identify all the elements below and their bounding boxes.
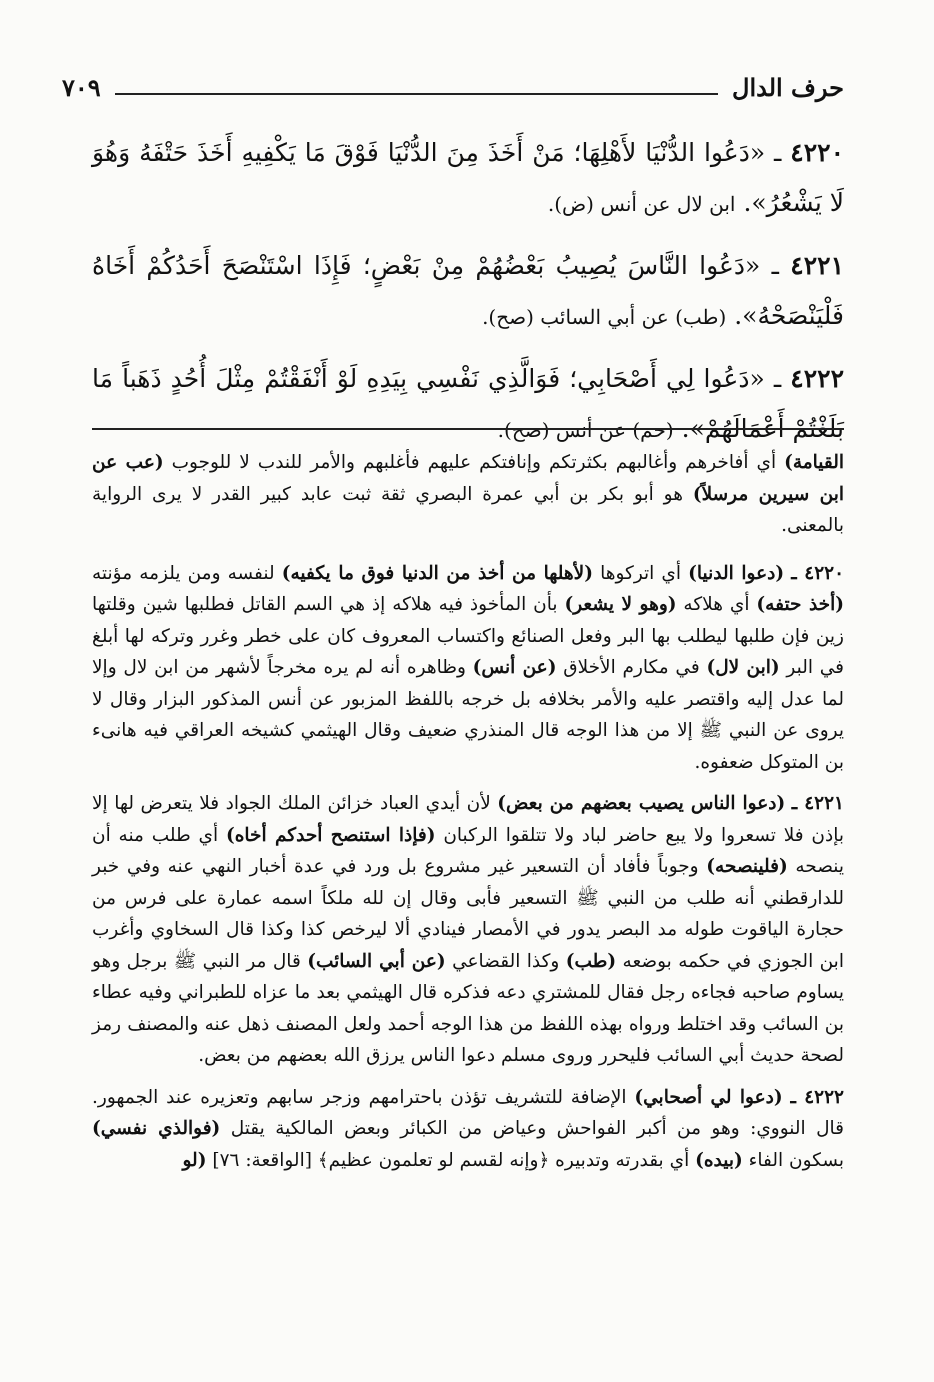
hadith-4222: ٤٢٢٢ ـ «دَعُوا لِي أَصْحَابِي؛ فَوَالَّذِي نَفْسِي بِيَدِهِ لَوْ أَنْفَقْتُمْ مِثْلَ أُحُدٍ ذَهَباً مَا بَلَغْتُمْ أَعْمَالَهُمْ». (حم) عن أنس (صح). xyxy=(92,364,845,443)
bold-phrase: (عن أنس) xyxy=(472,657,557,678)
bold-phrase: (فوالذي نفسي) xyxy=(92,1118,221,1139)
bold-phrase: (وهو لا يشعر) xyxy=(564,594,677,615)
bold-phrase: (لأهلها من أخذ من الدنيا فوق ما يكفيه) xyxy=(281,562,593,584)
commentary-text: وجوباً فأفاد أن التسعير غير مشروع بل ورد في عدة أخبار النهي عنه وفي خبر للدارقطني أنه طلب من النبي ﷺ التسعير فأبى وقال إن لله ملكاً اسمه عمارة على فرس من حجارة الياقوت طوله مد البصر يدور في الأمصار فينادي ألا ليرخص كذا وكذا قال السخاوي وأغرب ابن الجوزي في حكمه بوضعه xyxy=(92,856,844,972)
commentary-text: أي أفاخرهم وأغالبهم بكثرتكم وإنافتكم عليهم فأغلبهم والأمر للندب لا للوجوب xyxy=(163,452,785,473)
commentary-text: هو أبو بكر بن أبي عمرة البصري ثقة ثبت عابد كبير القدر لا يرى الرواية بالمعنى. xyxy=(92,483,844,536)
commentary-text: وظاهره أنه لم يره مخرجاً لأشهر من ابن لال وإلا لما عدل إليه واقتصر عليه والأمر بخلافه بل خرجه باللفظ المزبور عن أنس المذكور البزار وقال لا يروى عن النبي ﷺ إلا من هذا الوجه قال المنذري ضعيف وقال الهيثمي كشيخه العراقي فيه هانىء بن المتوكل ضعفوه. xyxy=(92,657,844,773)
hadith-source: (حم) عن أنس (صح). xyxy=(497,418,674,442)
hadith-source: ابن لال عن أنس (ض). xyxy=(547,192,736,216)
commentary-intro xyxy=(92,447,844,542)
bold-phrase: (دعوا لي أصحابي) xyxy=(634,1086,783,1108)
commentary-4221 xyxy=(92,788,844,1072)
commentary-4222 xyxy=(92,1082,844,1177)
commentary-text: أي بقدرته وتدبيره ﴿وإنه لقسم لو تعلمون عظيم﴾ [الواقعة: ٧٦] xyxy=(206,1149,696,1171)
hadith-4221: ٤٢٢١ ـ «دَعُوا النَّاسَ يُصِيبُ بَعْضُهُمْ مِنْ بَعْضٍ؛ فَإِذَا اسْتَنْصَحَ أَحَدُكُمْ أَخَاهُ فَلْيَنْصَحْهُ». (طب) عن أبي السائب (صح). xyxy=(92,251,844,330)
page-number: ٧٠٩ xyxy=(62,72,101,102)
header-rule xyxy=(115,79,718,95)
hadith-number: ٤٢٢٢ xyxy=(790,364,845,393)
hadith-number: ٤٢٢١ xyxy=(790,251,844,280)
commentary-text: أي هلاكه xyxy=(676,594,757,615)
bold-phrase: (لو xyxy=(182,1149,207,1171)
bold-phrase: (عب عن ابن سيرين مرسلاً) xyxy=(92,452,844,505)
commentary-text: أي اتركوها xyxy=(592,562,689,584)
bold-phrase: (طب) xyxy=(565,950,617,972)
bold-phrase: (أخذ حتفه) xyxy=(756,594,844,615)
commentary-number: ٤٢٢٢ ـ xyxy=(790,1086,844,1108)
bold-phrase: (فلينصحه) xyxy=(706,856,788,877)
hadith-text: «دَعُوا الدُّنْيَا لأَهْلِهَا؛ مَنْ أَخَذَ مِنَ الدُّنْيَا فَوْقَ مَا يَكْفِيهِ أَخَذَ حَتْفَهُ وَهُوَ لَا يَشْعُرُ». xyxy=(92,138,844,217)
hadith-source: (طب) عن أبي السائب (صح). xyxy=(482,305,727,329)
commentary-text: بأن المأخوذ فيه هلاكه إذ هي السم القاتل فطلبها شين وقلتها زين فإن طلبها ليطلب بها البر وفعل الصنائع واكتساب المعروف كان على خطر وغرر وتركه لها أبلغ في البر xyxy=(92,594,844,678)
hadith-list xyxy=(92,128,844,467)
hadith-text: «دَعُوا لِي أَصْحَابِي؛ فَوَالَّذِي نَفْسِي بِيَدِهِ لَوْ أَنْفَقْتُمْ مِثْلَ أُحُدٍ ذَهَباً مَا بَلَغْتُمْ أَعْمَالَهُمْ». xyxy=(92,364,844,443)
hadith-text: «دَعُوا النَّاسَ يُصِيبُ بَعْضُهُمْ مِنْ بَعْضٍ؛ فَإِذَا اسْتَنْصَحَ أَحَدُكُمْ أَخَاهُ فَلْيَنْصَحْهُ». xyxy=(92,251,844,330)
bold-phrase: القيامة) xyxy=(784,452,844,473)
commentary-text: لأن أيدي العباد خزائن الملك الجواد فلا يتعرض لها إلا بإذن فلا تسعروا ولا يبع حاضر لباد ولا تتلقوا الركبان xyxy=(92,793,844,846)
commentary-text: قال مر النبي ﷺ برجل وهو يساوم صاحبه فجاءه رجل فقال للمشتري دعه فذكره قال الهيثمي بعد ما عزاه للطبراني وفيه عطاء بن السائب وقد اختلط ورواه بهذه اللفظ من هذا الوجه أحمد ولعل المصنف ذهل عنه والمصنف رمز لصحة حديث أبي السائب فليحرر وروى مسلم دعوا الناس يرزق الله بعضهم من بعض. xyxy=(92,950,844,1066)
commentary-text: أي طلب منه أن ينصحه xyxy=(92,824,844,877)
commentary-text: وكذا القضاعي xyxy=(445,950,566,972)
hadith-number: ٤٢٢٠ xyxy=(790,138,844,167)
hadith-4220: ٤٢٢٠ ـ «دَعُوا الدُّنْيَا لأَهْلِهَا؛ مَنْ أَخَذَ مِنَ الدُّنْيَا فَوْقَ مَا يَكْفِيهِ أَخَذَ حَتْفَهُ وَهُوَ لَا يَشْعُرُ». ابن لال عن أنس (ض). xyxy=(92,138,844,217)
bold-phrase: (بيده) xyxy=(695,1149,743,1171)
commentary-text: لنفسه ومن يلزمه مؤنته xyxy=(92,562,282,584)
bold-phrase: (ابن لال) xyxy=(706,657,780,678)
commentary xyxy=(92,447,844,1186)
commentary-number: ٤٢٢٠ ـ xyxy=(791,562,845,584)
footnote-divider xyxy=(92,428,844,430)
bold-phrase: (عن أبي السائب) xyxy=(307,950,446,972)
chapter-title: حرف الدال xyxy=(732,72,844,102)
commentary-4220 xyxy=(92,558,844,779)
bold-phrase: (دعوا الناس يصيب بعضهم من بعض) xyxy=(497,793,786,814)
commentary-text: في مكارم الأخلاق xyxy=(556,657,707,678)
page-header xyxy=(62,70,844,104)
bold-phrase: (فإذا استنصح أحدكم أخاه) xyxy=(225,824,436,846)
commentary-number: ٤٢٢١ ـ xyxy=(791,793,844,814)
commentary-text: بسكون الفاء xyxy=(742,1149,844,1171)
bold-phrase: (دعوا الدنيا) xyxy=(688,562,785,584)
commentary-text: الإضافة للتشريف تؤذن باحترامهم وزجر سابهم وتعزيره عند الجمهور. قال النووي: وهو من أكبر الفواحش وعياض من الكبائر وبعض المالكية يقتل xyxy=(92,1086,844,1139)
